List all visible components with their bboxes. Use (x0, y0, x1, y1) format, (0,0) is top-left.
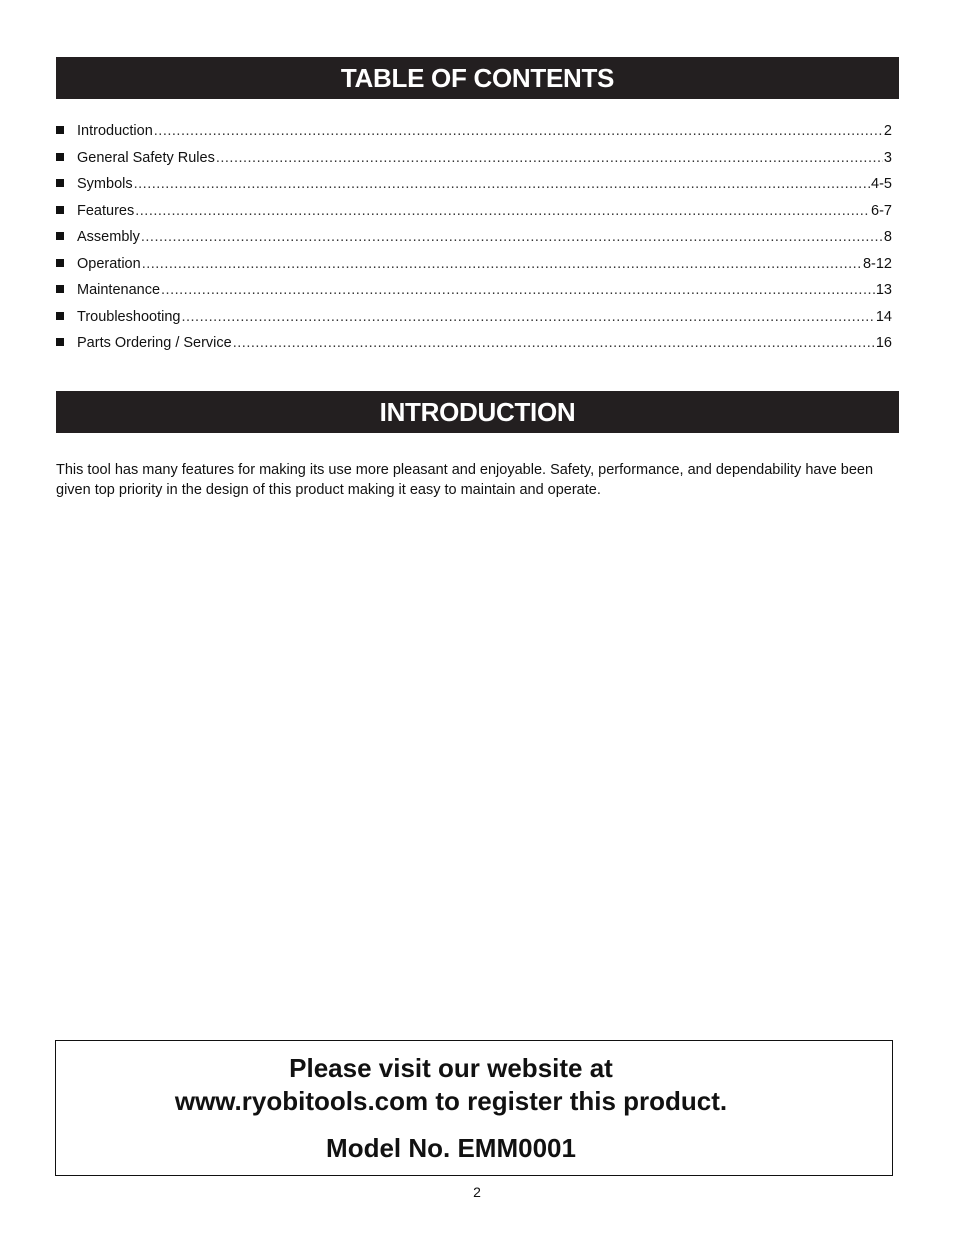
toc-item-page: 8 (883, 229, 892, 245)
square-bullet-icon (56, 232, 64, 240)
toc-item-troubleshooting[interactable] (56, 309, 892, 336)
toc-item-maintenance[interactable] (56, 282, 892, 309)
model-number: Model No. EMM0001 (326, 1133, 576, 1163)
toc-item-label: Parts Ordering / Service (77, 335, 232, 351)
toc-item-features[interactable] (56, 203, 892, 230)
toc-heading: TABLE OF CONTENTS (56, 57, 899, 99)
toc-item-page: 2 (883, 123, 892, 139)
toc-item-label: Operation (77, 255, 141, 272)
square-bullet-icon (56, 338, 64, 346)
dot-leader (216, 150, 883, 166)
toc-item-page: 8-12 (862, 255, 892, 272)
dot-leader (134, 176, 870, 192)
toc-item-label: Symbols (77, 176, 133, 192)
dot-leader (135, 203, 870, 219)
register-notice-box (55, 1040, 893, 1176)
toc-item-page: 4-5 (871, 176, 892, 192)
toc-item-label: General Safety Rules (77, 149, 215, 166)
toc-item-general-safety-rules[interactable] (56, 150, 892, 177)
dot-leader (181, 309, 874, 325)
toc-item-page: 14 (875, 308, 892, 325)
toc-item-label: Maintenance (77, 282, 161, 298)
register-line-1: Please visit our website at (289, 1053, 613, 1083)
square-bullet-icon (56, 285, 64, 293)
toc-item-label: Introduction (77, 123, 153, 139)
toc-item-page: 6-7 (871, 202, 892, 219)
toc-item-operation[interactable] (56, 256, 892, 283)
dot-leader (161, 282, 875, 298)
toc-item-assembly[interactable] (56, 229, 892, 256)
toc-list (56, 123, 892, 362)
dot-leader (154, 123, 883, 139)
toc-item-page: 13 (875, 282, 892, 298)
toc-item-symbols[interactable] (56, 176, 892, 203)
dot-leader (141, 229, 883, 245)
register-website-line: www.ryobitools.com to register this product. (174, 1086, 728, 1116)
introduction-heading: INTRODUCTION (56, 391, 899, 433)
toc-item-label: Assembly (77, 229, 140, 245)
toc-item-introduction[interactable] (56, 123, 892, 150)
square-bullet-icon (56, 206, 64, 214)
toc-item-page: 3 (883, 149, 892, 166)
square-bullet-icon (56, 126, 64, 134)
toc-item-label: Features (77, 202, 135, 219)
square-bullet-icon (56, 153, 64, 161)
page-number: 2 (473, 1184, 481, 1200)
square-bullet-icon (56, 179, 64, 187)
introduction-paragraph: This tool has many features for making its use more pleasant and enjoyable. Safety, performance, and dependability have been given top priority in the design of this product making it easy to maintain and operate. (56, 462, 874, 498)
square-bullet-icon (56, 259, 64, 267)
toc-item-label: Troubleshooting (77, 308, 181, 325)
toc-item-parts-ordering-service[interactable] (56, 335, 892, 362)
dot-leader (233, 335, 875, 351)
square-bullet-icon (56, 312, 64, 320)
dot-leader (142, 256, 862, 272)
toc-item-page: 16 (875, 335, 892, 351)
